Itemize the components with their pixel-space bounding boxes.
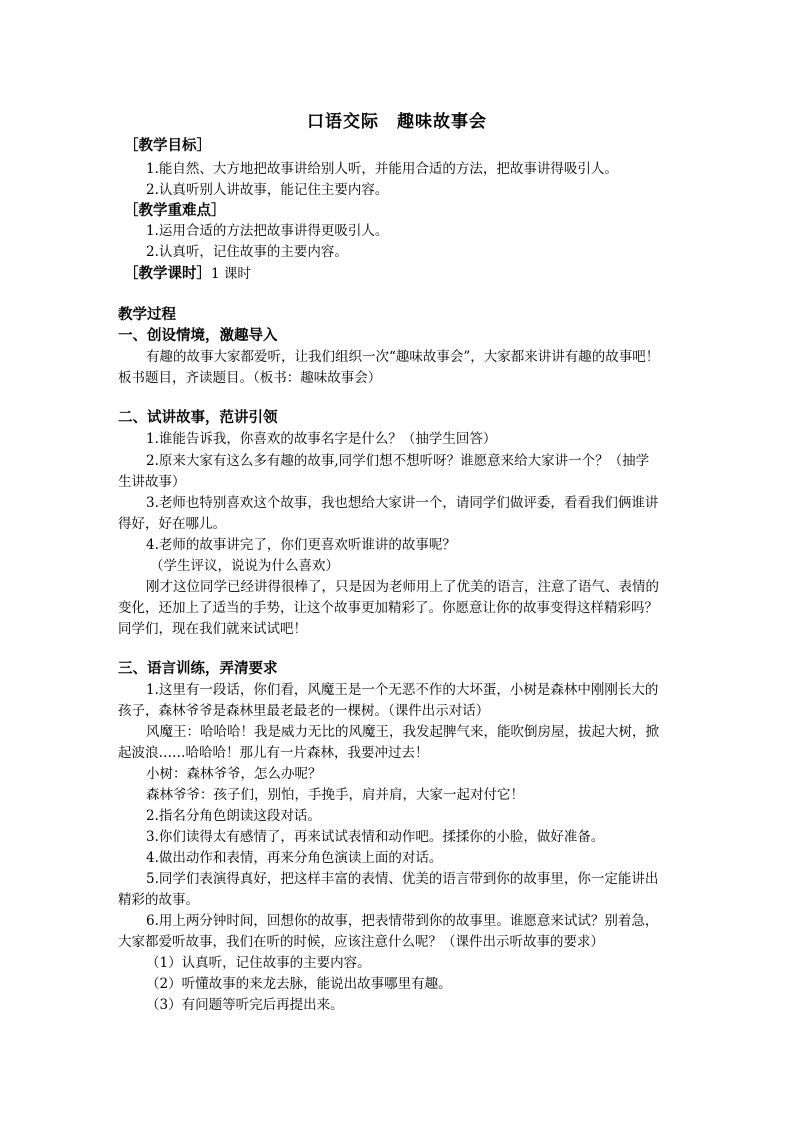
process-title: 教学过程 bbox=[118, 306, 176, 323]
section3-line: 2.指名分角色朗读这段对话。 bbox=[146, 808, 321, 824]
section3-line: 精彩的故事。 bbox=[118, 892, 199, 908]
section3-line: 3.你们读得太有感情了，再来试试表情和动作吧。揉揉你的小脸，做好准备。 bbox=[146, 829, 605, 845]
section1-heading: 一、创设情境，激趣导入 bbox=[118, 327, 278, 344]
key-points-heading: ［教学重难点］ bbox=[124, 202, 226, 219]
section3-line: （1）认真听，记住故事的主要内容。 bbox=[146, 955, 371, 971]
section3-line: 大家都爱听故事，我们在听的时候，应该注意什么呢？（课件出示听故事的要求） bbox=[118, 934, 604, 950]
section3-line: （3）有问题等听完后再提出来。 bbox=[146, 997, 344, 1013]
section2-line: 1.谁能告诉我，你喜欢的故事名字是什么？（抽学生回答） bbox=[146, 431, 497, 447]
section3-line: 1.这里有一段话，你们看，风魔王是一个无恶不作的大坏蛋，小树是森林中刚刚长大的 bbox=[146, 682, 659, 698]
section3-line: （2）听懂故事的来龙去脉，能说出故事哪里有趣。 bbox=[146, 976, 452, 992]
section2-line: 生讲故事） bbox=[118, 474, 186, 490]
section2-line: 3.老师也特别喜欢这个故事，我也想给大家讲一个，请同学们做评委，看看我们俩谁讲 bbox=[146, 495, 659, 511]
section3-line: 小树：森林爷爷，怎么办呢？ bbox=[146, 766, 322, 782]
section2-heading: 二、试讲故事，范讲引领 bbox=[118, 409, 278, 426]
lesson-time-value: 1 课时 bbox=[211, 266, 251, 282]
section3-line: 孩子，森林爷爷是森林里最老最老的一棵树。（课件出示对话） bbox=[118, 703, 490, 719]
section3-line: 4.做出动作和表情，再来分角色演读上面的对话。 bbox=[146, 850, 443, 866]
section3-line: 6.用上两分钟时间，回想你的故事，把表情带到你的故事里。谁愿意来试试？别着急， bbox=[146, 913, 659, 929]
section1-line: 有趣的故事大家都爱听，让我们组织一次“趣味故事会”，大家都来讲讲有趣的故事吧！ bbox=[146, 349, 660, 365]
section2-line: （学生评议，说说为什么喜欢） bbox=[150, 558, 339, 574]
goal-item: 2.认真听别人讲故事，能记住主要内容。 bbox=[146, 182, 389, 198]
goal-item: 1.能自然、大方地把故事讲给别人听，并能用合适的方法，把故事讲得吸引人。 bbox=[146, 161, 618, 177]
section3-line: 5.同学们表演得真好，把这样丰富的表情、优美的语言带到你的故事里，你一定能讲出 bbox=[146, 871, 659, 887]
section2-line: 2.原来大家有这么多有趣的故事,同学们想不想听呀？谁愿意来给大家讲一个？（抽学 bbox=[146, 453, 650, 469]
section3-line: 森林爷爷：孩子们，别怕，手挽手，肩并肩，大家一起对付它！ bbox=[146, 787, 524, 803]
section2-line: 得好，好在哪儿。 bbox=[118, 516, 226, 532]
key-point-item: 2.认真听，记住故事的主要内容。 bbox=[146, 244, 348, 260]
section3-heading: 三、语言训练，弄清要求 bbox=[118, 660, 278, 677]
goals-heading: ［教学目标］ bbox=[124, 137, 211, 154]
section2-line: 变化，还加上了适当的手势，让这个故事更加精彩了。你愿意让你的故事变得这样精彩吗？ bbox=[118, 600, 658, 616]
section1-line: 板书题目，齐读题目。（板书：趣味故事会） bbox=[118, 370, 382, 386]
section2-line: 同学们，现在我们就来试试吧！ bbox=[118, 621, 307, 637]
section3-line: 起波浪……哈哈哈！那儿有一片森林，我要冲过去！ bbox=[118, 745, 429, 761]
section2-line: 刚才这位同学已经讲得很棒了，只是因为老师用上了优美的语言，注意了语气、表情的 bbox=[146, 579, 659, 595]
section2-line: 4.老师的故事讲完了，你们更喜欢听谁讲的故事呢？ bbox=[146, 537, 456, 553]
section3-line: 风魔王：哈哈哈！我是威力无比的风魔王，我发起脾气来，能吹倒房屋，拔起大树，掀 bbox=[146, 724, 659, 740]
lesson-time-heading: ［教学课时］ bbox=[124, 265, 211, 282]
lesson-time bbox=[124, 264, 251, 284]
key-point-item: 1.运用合适的方法把故事讲得更吸引人。 bbox=[146, 223, 389, 239]
page-title: 口语交际 趣味故事会 bbox=[307, 112, 487, 132]
